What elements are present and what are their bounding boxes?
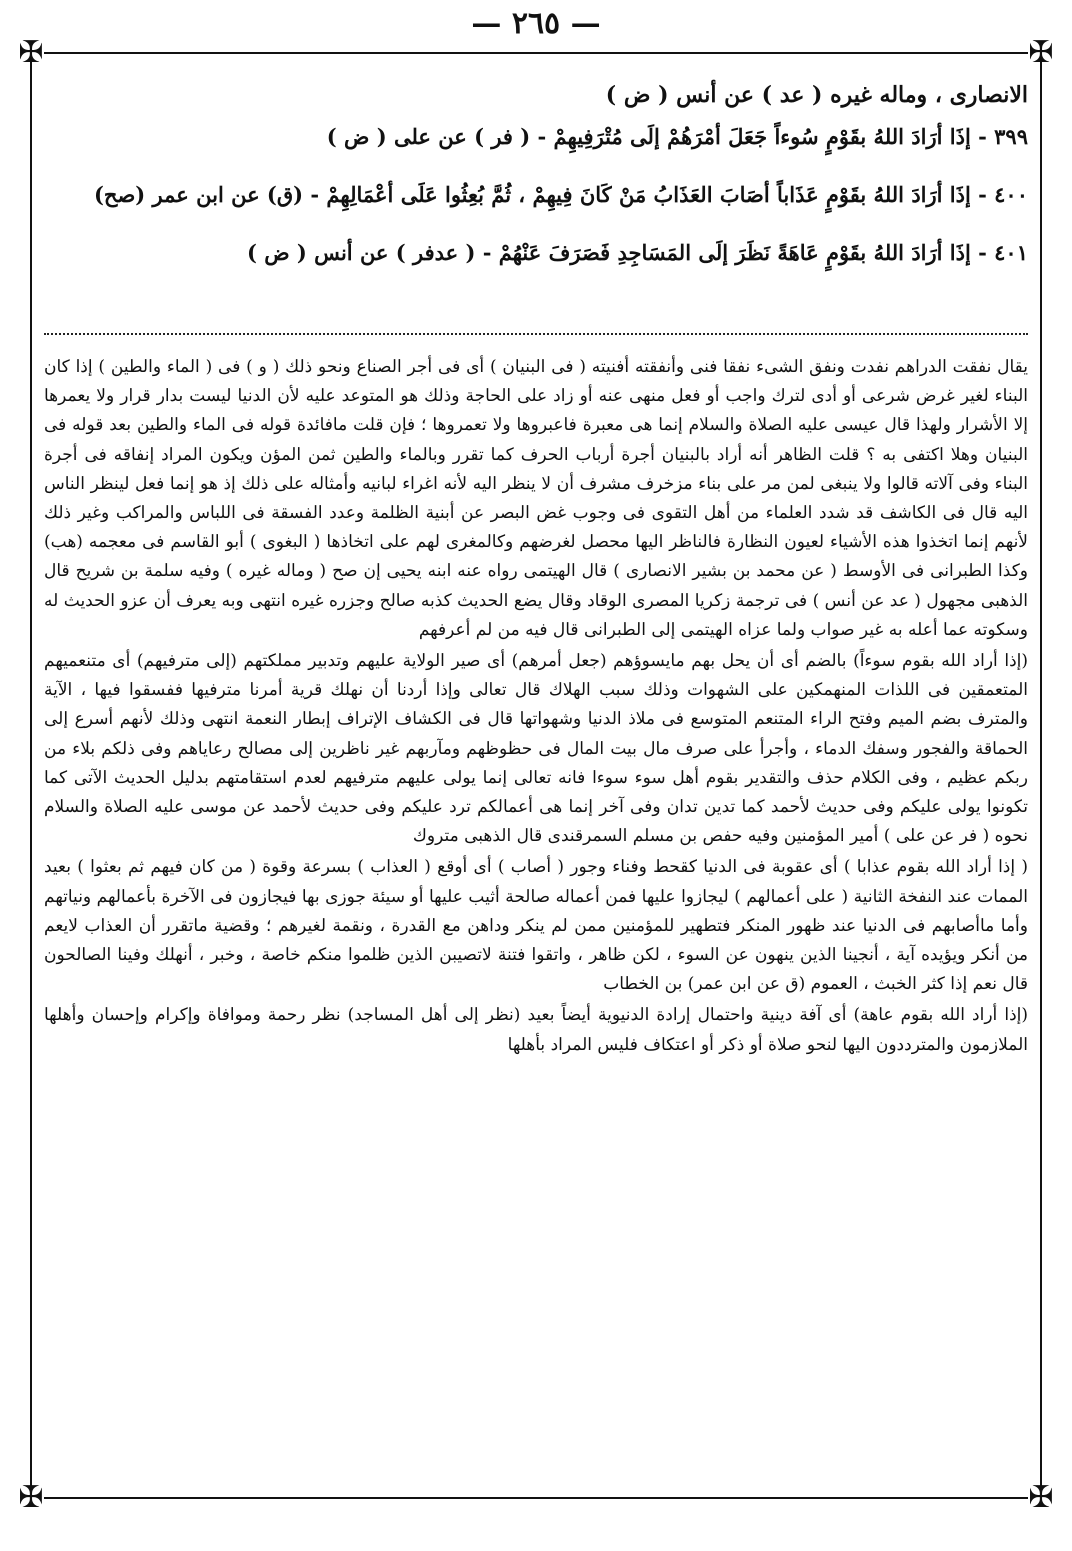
hadith-401: ٤٠١ - إذَا أرَادَ اللهُ بقَوْمٍ عَاهَةً نَظَرَ إلَى المَسَاجِدِ فَصَرَفَ عَنْهُمْ - ( عدفر ) عن أنس ( ض ) bbox=[246, 240, 1028, 265]
hadith-section bbox=[44, 80, 1028, 296]
corner-ornament-icon: ✠ bbox=[18, 1480, 44, 1515]
corner-ornament-icon: ✠ bbox=[1028, 35, 1054, 70]
hadith-399: ٣٩٩ - إذَا أرَادَ اللهُ بقَوْمٍ سُوءاً جَعَلَ أمْرَهُمْ إلَى مُتْرَفِيهِمْ - ( فر ) عن على ( ض ) bbox=[326, 124, 1028, 149]
commentary-paragraph: (إذا أراد الله بقوم عاهة) أى آفة دينية واحتمال إرادة الدنيوية أيضاً بعيد (نظر إلى أهل المساجد) نظر رحمة وموافاة وإكرام وإحسان وأهلها الملازمون والمترددون اليها لنحو صلاة أو ذكر أو اعتكاف فليس المراد بأهلها bbox=[44, 1005, 1028, 1055]
commentary-section bbox=[44, 353, 1028, 1062]
hadith-400: ٤٠٠ - إذَا أرَادَ اللهُ بقَوْمٍ عَذَاباً أصَابَ العَذَابُ مَنْ كَانَ فِيهِمْ ، ثُمَّ بُعِثُوا عَلَى أعْمَالِهِمْ - (ق) عن ابن عمر (صح) bbox=[93, 182, 1028, 207]
left-rule bbox=[30, 52, 32, 1499]
commentary-paragraph: (إذا أراد الله بقوم سوءاً) بالضم أى أن يحل بهم مايسوؤهم (جعل أمرهم) أى صير الولاية عليهم وتدبير مملكتهم (إلى مترفيهم) أى متنعميهم المتعمقين فى اللذات المنهمكين على الشهوات وذلك سبب الهلاك قال تعالى وإذا أردنا أن نهلك قرية أمرنا مترفيها ففسقوا فيها ، الآية والمترف بضم الميم وفتح الراء المتنعم المتوسع فى ملاذ الدنيا وشهواتها قال فى الكشاف الإتراف إبطار النعمة انتهى وذلك لأنهم أسرع إلى الحماقة والفجور وسفك الدماء ، وأجرأ على صرف مال بيت المال فى حظوظهم ومآربهم غير ناظرين إلى مصالح رعاياهم وفى ذلكم بلاء من ربكم عظيم ، وفى الكلام حذف والتقدير بقوم أهل سوء سوءا فانه تعالى إنما يولى عليهم مترفيهم لعدم استقامتهم بدليل الحديث الآتى كما تكونوا يولى عليكم وفى حديث لأحمد كما تدين تدان وفى آخر إنما هى أعمالكم ترد عليكم وفى حديث لأحمد عن موسى عليه الصلاة والسلام نحوه ( فر عن على ) أمير المؤمنين وفيه حفص بن مسلم السمرقندى قال الذهبى متروك bbox=[44, 651, 1028, 847]
commentary-paragraph: يقال نفقت الدراهم نفدت ونفق الشىء نفقا فنى وأنفقته أفنيته ( فى البنيان ) أى فى أجر الصناع ونحو ذلك ( و ) فى ( الماء والطين ) إذا كان البناء لغير غرض شرعى أو أدى لترك واجب أو فعل منهى عنه أو زاد على الحاجة وذلك هو المتوعد عليه لأن الدنيا ليست بدار قرار ولا يعمرها إلا الأشرار ولهذا قال عيسى عليه الصلاة والسلام إنما هى معبرة فاعبروها ولا تعمروها ؛ فإن قلت مافائدة قوله فى الماء والطين بعد قوله فى البنيان وهلا اكتفى به ؟ قلت الظاهر أنه أراد بالبنيان أجرة أرباب الحرف كما تقرر وبالماء والطين ثمن المؤن ويكون المراد إنفاقه فى أجرة البناء وفى آلاته قالوا ولا ينبغى لمن مر على بناء مزخرف مشرف أن لا ينظر اليه لأنه اغراء لبانيه وأمثاله على ذلك إذ هو إنما فعل لينظر الناس اليه قال فى الكاشف قد شدد العلماء من أهل التقوى فى وجوب غض البصر عن أبنية الظلمة وعدد الفسقة فى اللباس والمراكب وغير ذلك لأنهم إنما اتخذوا هذه الأشياء لعيون النظارة فالناظر اليها محصل لغرضهم وكالمغرى لهم على اتخاذها ( البغوى ) أبو القاسم فى معجمه (هب) وكذا الطبرانى فى الأوسط ( عن محمد بن بشير الانصارى ) قال الهيتمى رواه عنه ابنه يحيى إن صح ( وماله غيره ) وفيه سلمة بن شريح قال الذهبى مجهول ( عد عن أنس ) فى ترجمة زكريا المصرى الوقاد وقال يضع الحديث كذبه صالح وجزره غيره انتهى وبه يعرف أن عزو الحديث له وسكوته عما أعله به غير صواب ولما عزاه الهيتمى إلى الطبرانى قال فيه من لم أعرفهم bbox=[44, 357, 1028, 640]
corner-ornament-icon: ✠ bbox=[1028, 1480, 1054, 1515]
commentary-paragraph: ( إذا أراد الله بقوم عذابا ) أى عقوبة فى الدنيا كقحط وفناء وجور ( أصاب ) أى أوقع ( العذاب ) بسرعة وقوة ( من كان فيهم ثم بعثوا ) بعيد الممات عند النفخة الثانية ( على أعمالهم ) ليجازوا عليها فمن أعماله صالحة أثيب عليها أو سيئة جوزى بها فيجازون فى الآخرة بأعمالهم ونياتهم وأما ماأصابهم فى الدنيا عند ظهور المنكر فتطهير للمؤمنين ممن لم ينكر وداهن مع القدرة ، ونقمة لغيرهم ؛ وقضية ماتقرر أن العذاب لايعم من أنكر ويؤيده آية ، أنجينا الذين ينهون عن السوء ، لكن ظاهر ، واتقوا فتنة لاتصيبن الذين ظلموا منكم خاصة ، وخبر ، أنهلك وفينا الصالحون قال نعم إذا كثر الخبث ، العموم (ق عن ابن عمر) بن الخطاب bbox=[44, 857, 1028, 995]
corner-ornament-icon: ✠ bbox=[18, 35, 44, 70]
hadith-continuation: الانصارى ، وماله غيره ( عد ) عن أنس ( ض ) bbox=[605, 82, 1028, 108]
page-number: — ٢٦٥ — bbox=[471, 6, 601, 41]
right-rule bbox=[1040, 52, 1042, 1499]
section-divider bbox=[44, 333, 1028, 335]
top-rule bbox=[44, 52, 1028, 54]
bottom-rule bbox=[44, 1497, 1028, 1499]
